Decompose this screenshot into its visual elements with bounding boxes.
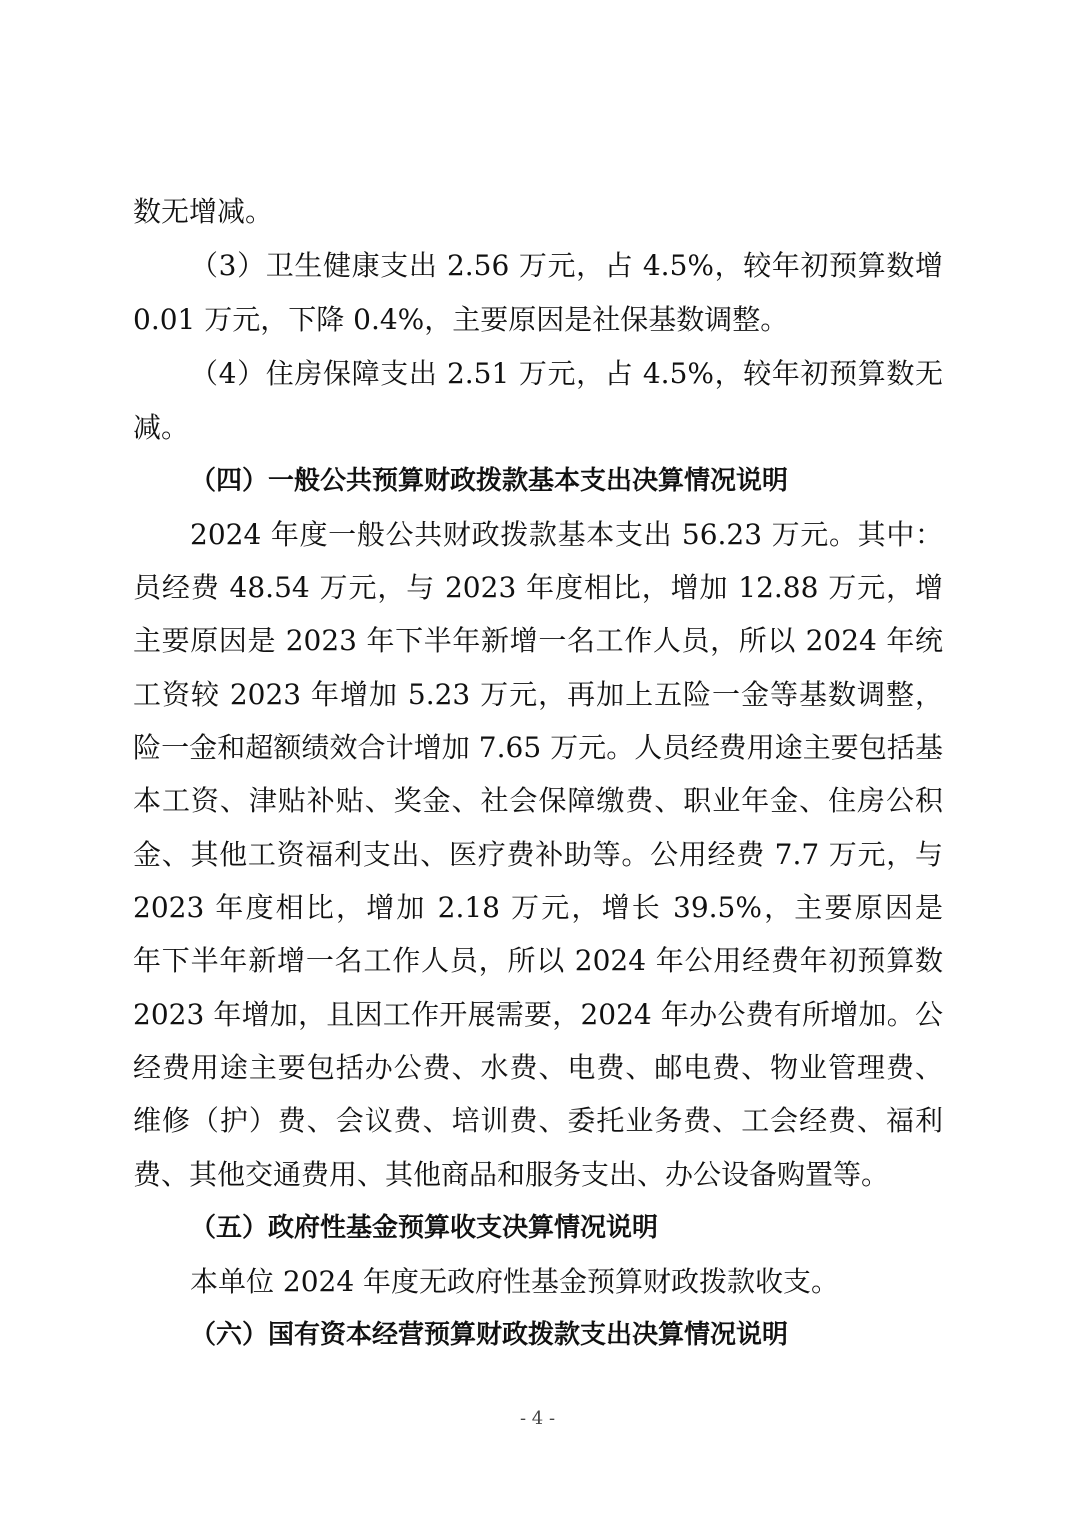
paragraph-line: 经费用途主要包括办公费、水费、电费、邮电费、物业管理费、 xyxy=(133,1051,943,1084)
paragraph-line: 减。 xyxy=(133,411,190,444)
paragraph-line: 2023 年度相比，增加 2.18 万元，增长 39.5%，主要原因是 xyxy=(133,891,943,924)
section-heading: （五）政府性基金预算收支决算情况说明 xyxy=(190,1213,659,1243)
paragraph-line: 工资较 2023 年增加 5.23 万元，再加上五险一金等基数调整， xyxy=(133,678,943,711)
paragraph-line: 员经费 48.54 万元，与 2023 年度相比，增加 12.88 万元，增 xyxy=(133,571,943,604)
paragraph-line: 2023 年增加，且因工作开展需要，2024 年办公费有所增加。公 xyxy=(133,998,943,1031)
paragraph-line: 维修（护）费、会议费、培训费、委托业务费、工会经费、福利 xyxy=(133,1104,943,1137)
paragraph-line: 0.01 万元，下降 0.4%，主要原因是社保基数调整。 xyxy=(133,303,789,336)
paragraph-line: （4）住房保障支出 2.51 万元，占 4.5%，较年初预算数无 xyxy=(190,357,943,390)
section-heading: （六）国有资本经营预算财政拨款支出决算情况说明 xyxy=(190,1320,789,1350)
paragraph-line: 年下半年新增一名工作人员，所以 2024 年公用经费年初预算数 xyxy=(133,944,943,977)
paragraph-line: （3）卫生健康支出 2.56 万元，占 4.5%，较年初预算数增 xyxy=(190,249,943,282)
section-heading: （四）一般公共预算财政拨款基本支出决算情况说明 xyxy=(190,466,789,496)
paragraph-line: 2024 年度一般公共财政拨款基本支出 56.23 万元。其中： xyxy=(190,518,943,551)
paragraph-line: 本单位 2024 年度无政府性基金预算财政拨款收支。 xyxy=(190,1265,840,1298)
paragraph-line: 费、其他交通费用、其他商品和服务支出、办公设备购置等。 xyxy=(133,1158,890,1191)
page-number: - 4 - xyxy=(519,1408,556,1429)
paragraph-line: 本工资、津贴补贴、奖金、社会保障缴费、职业年金、住房公积 xyxy=(133,784,943,817)
paragraph-line: 险一金和超额绩效合计增加 7.65 万元。人员经费用途主要包括基 xyxy=(133,731,943,764)
paragraph-line: 金、其他工资福利支出、医疗费补助等。公用经费 7.7 万元，与 xyxy=(133,838,943,871)
paragraph-line: 数无增减。 xyxy=(133,195,274,228)
paragraph-line: 主要原因是 2023 年下半年新增一名工作人员，所以 2024 年统 xyxy=(133,624,943,657)
